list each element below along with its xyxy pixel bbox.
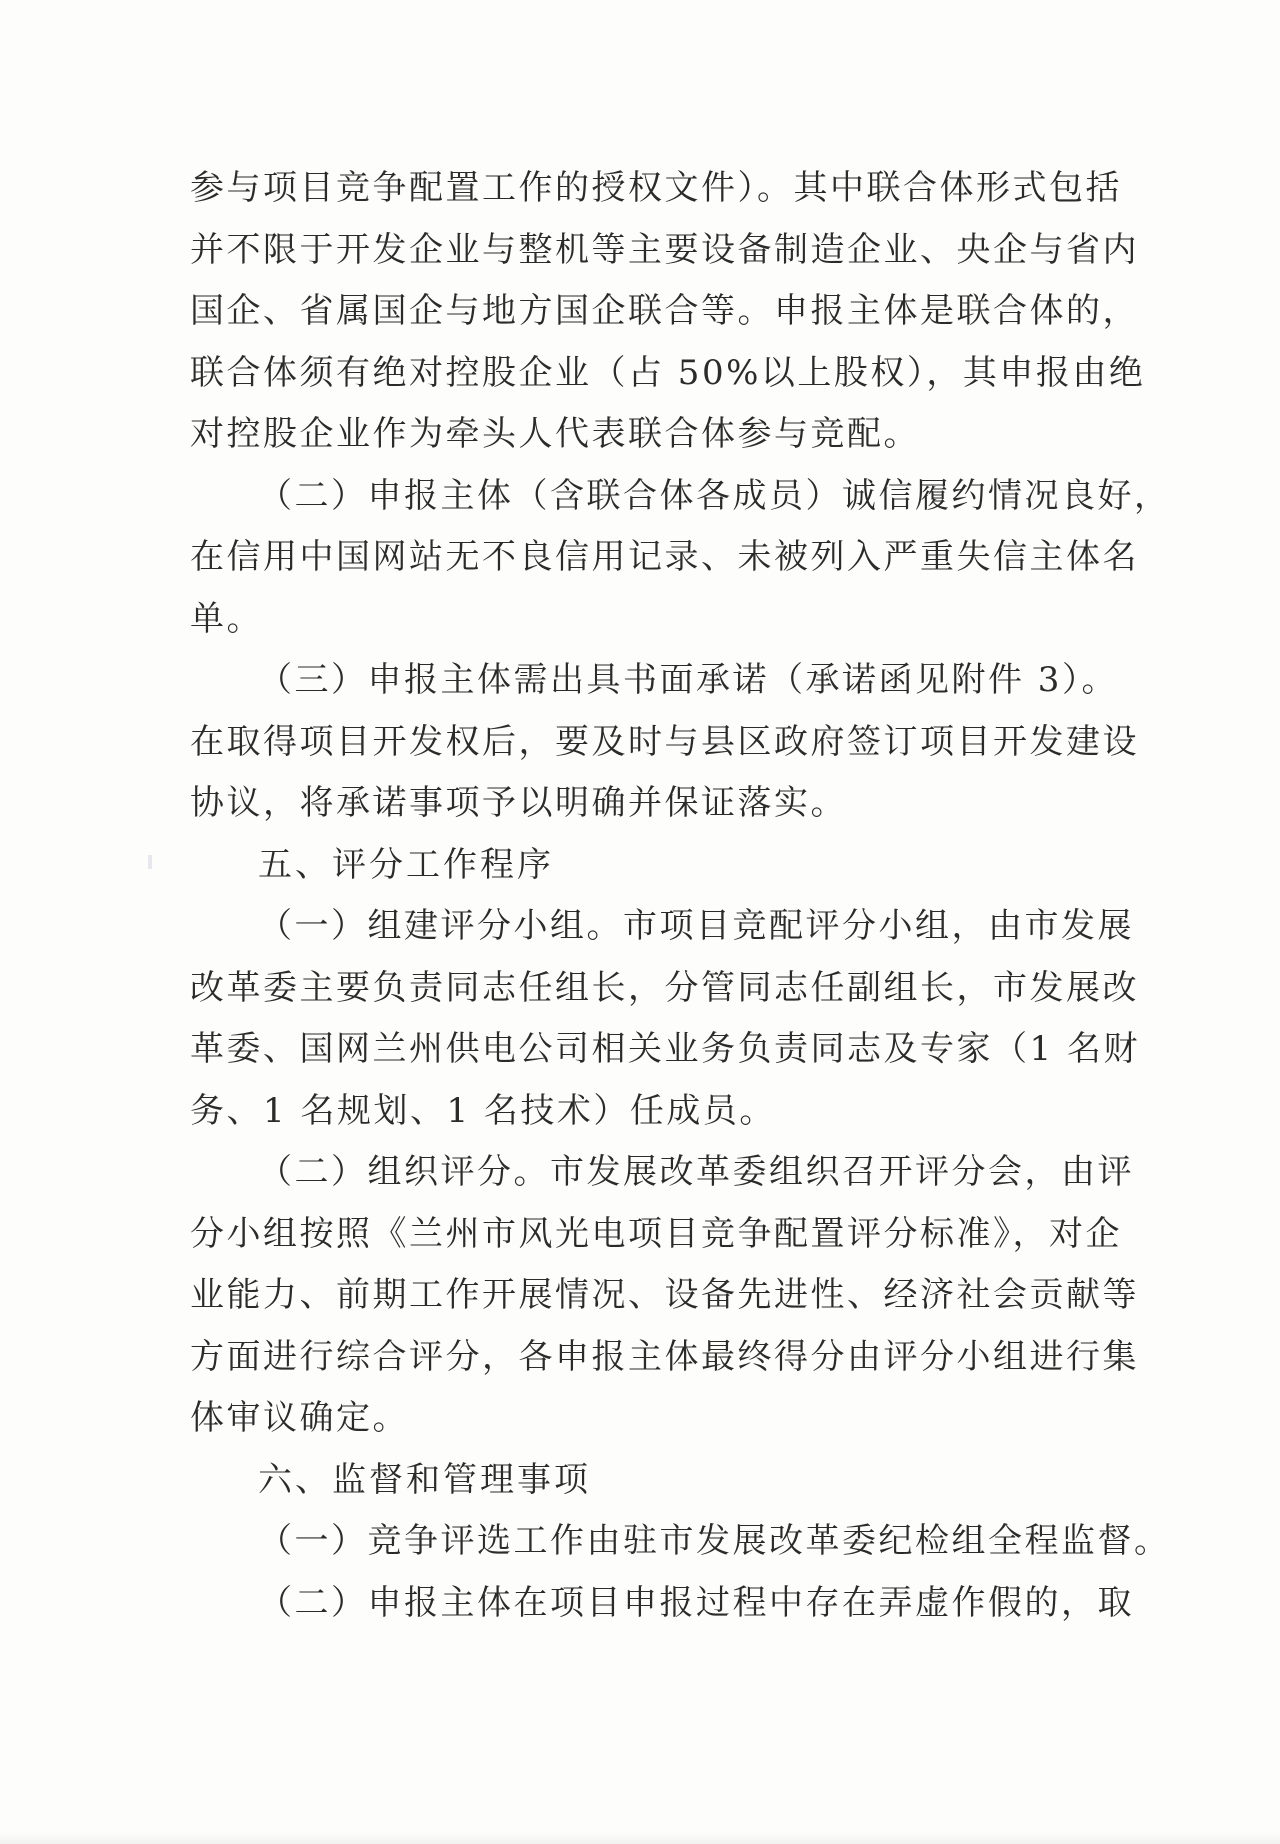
text-line: 协议，将承诺事项予以明确并保证落实。	[190, 783, 847, 823]
text-line: 联合体须有绝对控股企业（占 50%以上股权），其申报由绝	[190, 352, 1146, 393]
text-line: 单。	[190, 598, 263, 639]
paragraph-start-line: （三）申报主体需出具书面承诺（承诺函见附件 3）。	[258, 660, 1118, 700]
paragraph-start-line: （二）组织评分。市发展改革委组织召开评分会，由评	[258, 1152, 1134, 1192]
page-bottom-edge	[0, 1832, 1280, 1844]
paragraph-start-line: （二）申报主体在项目申报过程中存在弄虚作假的，取	[258, 1582, 1134, 1623]
text-line: 并不限于开发企业与整机等主要设备制造企业、央企与省内	[190, 229, 1139, 270]
text-line: 在取得项目开发权后，要及时与县区政府签订项目开发建设	[190, 721, 1139, 762]
scan-artifact	[148, 855, 152, 869]
text-line: 对控股企业作为牵头人代表联合体参与竞配。	[190, 414, 920, 454]
document-body	[190, 158, 1171, 1634]
text-line: 革委、国网兰州供电公司相关业务负责同志及专家（1 名财	[190, 1029, 1140, 1069]
text-line: 体审议确定。	[190, 1398, 409, 1438]
text-line: 国企、省属国企与地方国企联合等。申报主体是联合体的，	[190, 291, 1139, 331]
text-line: 在信用中国网站无不良信用记录、未被列入严重失信主体名	[190, 537, 1139, 577]
text-line: 务、1 名规划、1 名技术）任成员。	[190, 1090, 776, 1131]
paragraph-start-line: （二）申报主体（含联合体各成员）诚信履约情况良好，	[258, 475, 1171, 516]
text-line: 改革委主要负责同志任组长，分管同志任副组长，市发展改	[190, 967, 1139, 1008]
text-line: 参与项目竞争配置工作的授权文件）。其中联合体形式包括	[190, 168, 1122, 208]
paragraph-start-line: （一）竞争评选工作由驻市发展改革委纪检组全程监督。	[258, 1521, 1171, 1561]
text-line: 方面进行综合评分，各申报主体最终得分由评分小组进行集	[190, 1336, 1139, 1377]
paragraph-start-line: （一）组建评分小组。市项目竞配评分小组，由市发展	[258, 906, 1134, 946]
section-heading: 六、监督和管理事项	[258, 1459, 591, 1500]
section-heading: 五、评分工作程序	[258, 844, 554, 885]
text-line: 业能力、前期工作开展情况、设备先进性、经济社会贡献等	[190, 1275, 1139, 1315]
text-line: 分小组按照《兰州市风光电项目竞争配置评分标准》，对企	[190, 1213, 1122, 1254]
